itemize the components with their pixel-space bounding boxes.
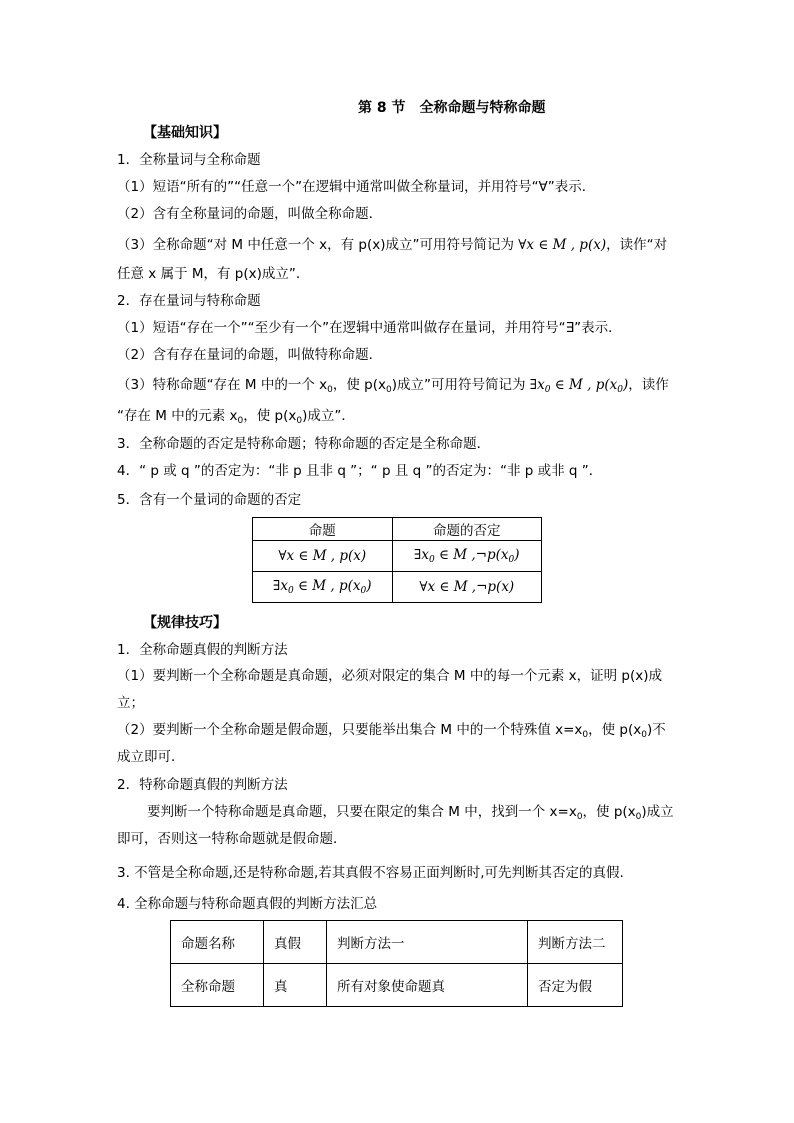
exists-formula: $\exists x_0$ ∈ M , $p(x_0)$ bbox=[529, 377, 629, 395]
basic-s2-line2: （2）含有存在量词的命题，叫做特称命题． bbox=[117, 347, 383, 363]
basic-s1-head: 1．全称量词与全称命题 bbox=[117, 152, 261, 168]
page-title bbox=[358, 97, 546, 117]
basic-s1-line2: （2）含有全称量词的命题，叫做全称命题． bbox=[117, 206, 383, 222]
tips-t1-line1: （1）要判断一个全称命题是真命题，必须对限定的集合 M 中的每一个元素 x，证明 p(x)成 bbox=[117, 668, 662, 684]
table-header-cell: 命题名称 bbox=[171, 921, 264, 964]
table-cell: 否定为假 bbox=[528, 964, 623, 1007]
basic-s1-line3: （3）全称命题“对 M 中任意一个 x，有 p(x)成立”可用符号简记为 ∀x ∈ M , p(x)，读作“对 bbox=[117, 237, 668, 253]
basic-s1-line4: 任意 x 属于 M，有 p(x)成立”． bbox=[117, 266, 310, 282]
tips-t3: 3. 不管是全称命题,还是特称命题,若其真假不容易正面判断时,可先判断其否定的真假. bbox=[117, 865, 624, 881]
tips-t2-head: 2．特称命题真假的判断方法 bbox=[117, 777, 288, 793]
table-cell: ∀x ∈ M ,¬p(x) bbox=[392, 572, 541, 603]
basic-s5: 5．含有一个量词的命题的否定 bbox=[117, 492, 302, 508]
tips-t1-line3: （2）要判断一个全称命题是假命题，只要能举出集合 M 中的一个特殊值 $x=x_0$，使 $p(x_0)$不 bbox=[117, 722, 666, 740]
heading-tips: 【规律技巧】 bbox=[143, 615, 227, 631]
section-title: 全称命题与特称命题 bbox=[419, 100, 546, 116]
basic-s2-line3: （3）特称命题“存在 M 中的一个 $x_0$，使 $p(x_0)$成立”可用符号简记为 $\exists x_0$ ∈ M , $p(x_0)$，读作 bbox=[117, 377, 669, 395]
negation-table bbox=[252, 517, 542, 603]
summary-table bbox=[170, 920, 623, 1007]
tips-t1-line2: 立； bbox=[117, 695, 144, 711]
basic-s2-line4: “存在 M 中的元素 $x_0$，使 $p(x_0)$成立”． bbox=[117, 408, 355, 426]
table-header-cell: 命题的否定 bbox=[392, 518, 541, 541]
table-cell: 所有对象使命题真 bbox=[327, 964, 528, 1007]
tips-t1-line4: 成立即可． bbox=[117, 749, 185, 765]
table-cell: 全称命题 bbox=[171, 964, 264, 1007]
forall-formula: ∀x ∈ M , p(x) bbox=[518, 237, 607, 253]
tips-t2-line1: 要判断一个特称命题是真命题，只要在限定的集合 M 中，找到一个 $x=x_0$，使 $p(x_0)$成立 bbox=[147, 804, 674, 822]
basic-s3: 3．全称命题的否定是特称命题；特称命题的否定是全称命题． bbox=[117, 436, 491, 452]
table-header-cell: 命题 bbox=[253, 518, 393, 541]
tips-t2-line2: 即可，否则这一特称命题就是假命题． bbox=[117, 831, 347, 847]
basic-s2-head: 2．存在量词与特称命题 bbox=[117, 293, 261, 309]
table-cell: $\exists x_0$ ∈ M , $p(x_0)$ bbox=[253, 572, 393, 603]
tips-t1-head: 1．全称命题真假的判断方法 bbox=[117, 642, 288, 658]
table-cell: 真 bbox=[264, 964, 327, 1007]
table-header-cell: 判断方法一 bbox=[327, 921, 528, 964]
heading-basic-knowledge: 【基础知识】 bbox=[143, 125, 227, 141]
table-header-cell: 判断方法二 bbox=[528, 921, 623, 964]
section-number: 第 8 节 bbox=[358, 100, 406, 116]
basic-s4: 4．“ p 或 q ”的否定为：“非 p 且非 q ”；“ p 且 q ”的否定为：“非 p 或非 q ”． bbox=[117, 463, 603, 479]
basic-s1-line1: （1）短语“所有的”“任意一个”在逻辑中通常叫做全称量词，并用符号“∀”表示． bbox=[117, 179, 596, 195]
table-cell: $\exists x_0$ ∈ M $,\neg p(x_0)$ bbox=[392, 541, 541, 572]
table-header-cell: 真假 bbox=[264, 921, 327, 964]
basic-s2-line1: （1）短语“存在一个”“至少有一个”在逻辑中通常叫做存在量词，并用符号“∃”表示． bbox=[117, 320, 622, 336]
tips-t4: 4. 全称命题与特称命题真假的判断方法汇总 bbox=[117, 896, 378, 912]
table-cell: ∀x ∈ M , p(x) bbox=[253, 541, 393, 572]
